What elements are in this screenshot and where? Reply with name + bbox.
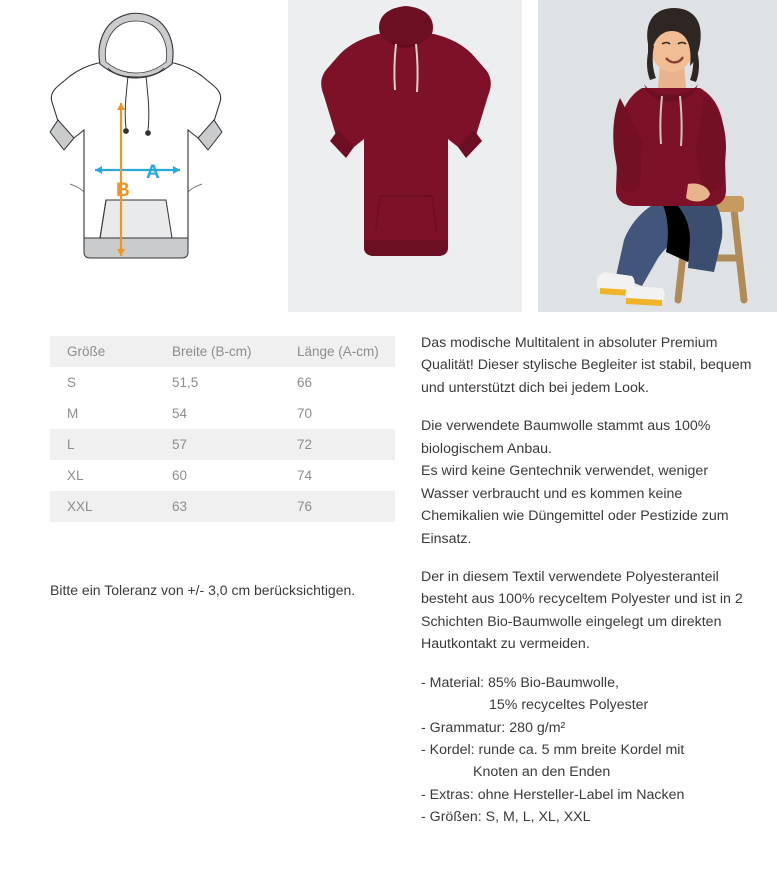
- product-description: [421, 332, 756, 829]
- cell-width: 54: [172, 406, 188, 421]
- spec-material-line2: 15% recyceltes Polyester: [489, 697, 649, 714]
- cell-width: 63: [172, 499, 188, 514]
- size-table-body: [50, 367, 395, 522]
- cell-width: 57: [172, 437, 188, 452]
- measure-label-a: A: [146, 162, 160, 183]
- cell-width: 51,5: [172, 375, 199, 390]
- model-wearing-hoodie-photo: [538, 0, 777, 312]
- spec-material-line2-wrap: [421, 694, 756, 716]
- spec-kordel-line2: Knoten an den Enden: [473, 764, 611, 781]
- maroon-hoodie-flat-icon: [288, 0, 522, 312]
- cell-width: 60: [172, 468, 188, 483]
- model-photo-panel: [538, 0, 777, 312]
- table-row: [50, 429, 395, 460]
- cell-length: 76: [297, 499, 313, 514]
- image-gallery: [0, 0, 777, 312]
- spec-kordel-line2-wrap: [421, 761, 756, 783]
- column-header-width: Breite (B-cm): [172, 344, 252, 359]
- column-header-length: Länge (A-cm): [297, 344, 379, 359]
- cell-size: L: [67, 437, 75, 452]
- hoodie-technical-drawing-icon: [0, 0, 272, 312]
- product-photo-panel: [288, 0, 522, 312]
- tolerance-note: Bitte ein Toleranz von +/- 3,0 cm berücksichtigen.: [50, 582, 356, 598]
- table-row: [50, 398, 395, 429]
- measure-label-b: B: [116, 180, 130, 201]
- technical-drawing-panel: [0, 0, 272, 312]
- table-row: [50, 367, 395, 398]
- cell-size: S: [67, 375, 77, 390]
- cell-size: M: [67, 406, 79, 421]
- table-row: [50, 491, 395, 522]
- cell-length: 72: [297, 437, 313, 452]
- size-table-head: [50, 336, 395, 367]
- description-paragraph-intro: Das modische Multitalent in absoluter Premium Qualität! Dieser stylische Begleiter ist stabil, bequem und unterstützt dich bei jedem Look.: [421, 335, 752, 396]
- cell-size: XXL: [67, 499, 93, 514]
- spec-material-line1: - Material: 85% Bio-Baumwolle,: [421, 674, 619, 691]
- spec-extras: - Extras: ohne Hersteller-Label im Nacken: [421, 786, 685, 803]
- description-paragraph-chemicals: Es wird keine Gentechnik verwendet, weniger Wasser verbraucht und es kommen keine Chemikalien wie Düngemittel oder Pestizide zum Einsatz.: [421, 463, 729, 547]
- description-paragraph-cotton: Die verwendete Baumwolle stammt aus 100% biologischem Anbau.: [421, 418, 711, 457]
- cell-length: 74: [297, 468, 313, 483]
- spec-groessen: - Größen: S, M, L, XL, XXL: [421, 809, 591, 826]
- cell-size: XL: [67, 468, 84, 483]
- description-paragraph-polyester: Der in diesem Textil verwendete Polyesteranteil besteht aus 100% recyceltem Polyester und ist in 2 Schichten Bio-Baumwolle eingelegt um direkten Hautkontakt zu vermeiden.: [421, 568, 743, 653]
- spec-grammatur: - Grammatur: 280 g/m²: [421, 719, 566, 736]
- cell-length: 70: [297, 406, 313, 421]
- size-table-header-row: [50, 336, 395, 367]
- table-row: [50, 460, 395, 491]
- size-table: [50, 336, 395, 522]
- specification-list: [421, 672, 756, 829]
- column-header-size: Größe: [67, 344, 106, 359]
- cell-length: 66: [297, 375, 313, 390]
- spec-kordel-line1: - Kordel: runde ca. 5 mm breite Kordel mit: [421, 742, 685, 758]
